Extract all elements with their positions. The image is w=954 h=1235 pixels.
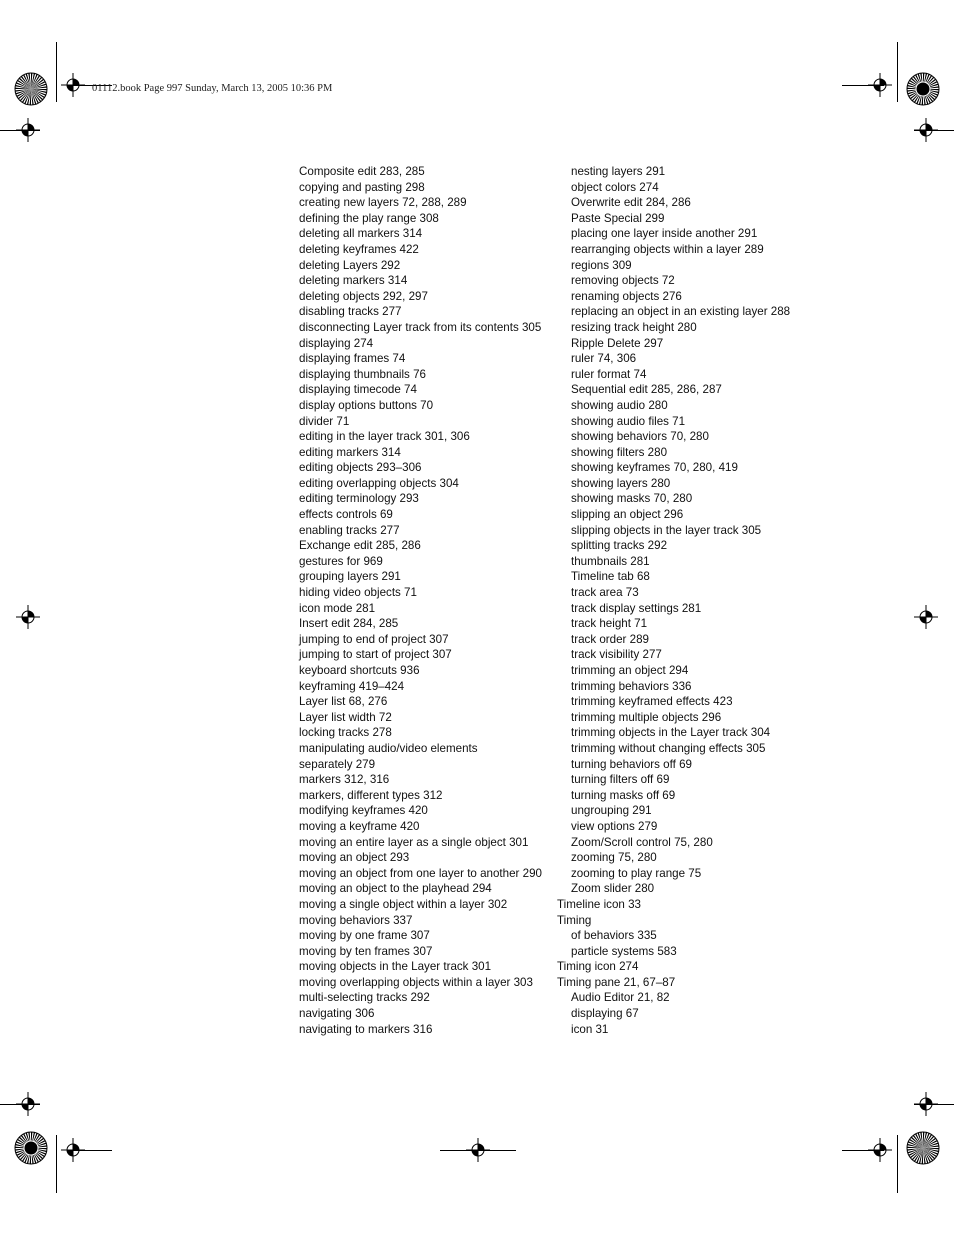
index-entry: rearranging objects within a layer 289: [571, 242, 764, 256]
index-entry: trimming behaviors 336: [571, 679, 692, 693]
index-entry: grouping layers 291: [299, 570, 401, 584]
index-entry: copying and pasting 298: [299, 180, 425, 194]
index-entry: creating new layers 72, 288, 289: [299, 196, 467, 210]
crop-mark: [440, 1150, 516, 1151]
index-entry: effects controls 69: [299, 508, 393, 522]
print-slug: 01112.book Page 997 Sunday, March 13, 2005 10:36 PM: [92, 83, 333, 94]
index-entry: showing audio files 71: [571, 414, 686, 428]
index-entry: deleting objects 292, 297: [299, 289, 428, 303]
index-entry: modifying keyframes 420: [299, 804, 428, 818]
index-entry: track order 289: [571, 632, 649, 646]
index-entry: editing markers 314: [299, 445, 401, 459]
index-entry: displaying timecode 74: [299, 383, 417, 397]
index-entry: moving overlapping objects within a layer 303: [299, 975, 533, 989]
index-entry: Timeline icon 33: [557, 897, 641, 911]
index-entry: turning masks off 69: [571, 788, 676, 802]
index-entry: disabling tracks 277: [299, 305, 402, 319]
index-entry: editing terminology 293: [299, 492, 419, 506]
index-entry: deleting Layers 292: [299, 258, 401, 272]
index-entry: manipulating audio/video elements: [299, 741, 478, 755]
index-entry: showing keyframes 70, 280, 419: [571, 461, 738, 475]
index-entry: moving an entire layer as a single object 301: [299, 835, 529, 849]
index-entry: showing layers 280: [571, 476, 671, 490]
index-entry: removing objects 72: [571, 274, 675, 288]
index-entry: Layer list width 72: [299, 710, 392, 724]
index-entry: Zoom/Scroll control 75, 280: [571, 835, 713, 849]
index-entry: editing overlapping objects 304: [299, 476, 459, 490]
index-entry: view options 279: [571, 819, 658, 833]
index-entry: splitting tracks 292: [571, 539, 668, 553]
index-entry: moving by one frame 307: [299, 929, 430, 943]
index-entry: Timeline tab 68: [571, 570, 650, 584]
registration-mark-icon: [914, 118, 938, 142]
index-entry: replacing an object in an existing layer 288: [571, 305, 791, 319]
index-entry: of behaviors 335: [571, 929, 657, 943]
starburst-target-icon: [14, 72, 48, 106]
index-entry: jumping to end of project 307: [299, 632, 449, 646]
index-entry: track area 73: [571, 586, 639, 600]
index-entry: trimming multiple objects 296: [571, 710, 722, 724]
index-entry: Timing pane 21, 67–87: [557, 975, 676, 989]
index-column-right: [557, 164, 827, 1037]
index-entry: trimming without changing effects 305: [571, 741, 766, 755]
index-entry: trimming an object 294: [571, 664, 689, 677]
index-entry: Audio Editor 21, 82: [571, 991, 670, 1005]
registration-mark-icon: [914, 1092, 938, 1116]
index-entry: keyframing 419–424: [299, 679, 405, 693]
index-entry: deleting all markers 314: [299, 227, 423, 241]
index-entry: defining the play range 308: [299, 211, 439, 225]
index-entry: Zoom slider 280: [571, 882, 655, 896]
index-entry: moving a single object within a layer 302: [299, 897, 508, 911]
starburst-target-icon: [906, 1131, 940, 1165]
index-entry: moving an object to the playhead 294: [299, 882, 492, 896]
index-column-left: [285, 164, 555, 1037]
index-entry: disconnecting Layer track from its contents 305: [299, 320, 542, 334]
index-entry: editing in the layer track 301, 306: [299, 430, 470, 444]
index-entry: showing behaviors 70, 280: [571, 430, 709, 444]
index-entry: moving behaviors 337: [299, 913, 413, 927]
index-entry: particle systems 583: [571, 944, 677, 958]
index-entry: displaying 274: [299, 336, 374, 350]
index-entry: Ripple Delete 297: [571, 336, 664, 350]
index-entry: locking tracks 278: [299, 726, 392, 740]
index-entry: icon 31: [571, 1022, 609, 1036]
index-entry: slipping objects in the layer track 305: [571, 523, 762, 537]
index-entry: zooming to play range 75: [571, 866, 702, 880]
index-entry: moving an object from one layer to another 290: [299, 866, 542, 880]
index-entry: navigating to markers 316: [299, 1022, 433, 1036]
index-entry: Paste Special 299: [571, 211, 665, 225]
index-entry: display options buttons 70: [299, 398, 434, 412]
index-entry: track visibility 277: [571, 648, 662, 662]
index-entry: Insert edit 284, 285: [299, 617, 399, 631]
index-entry: thumbnails 281: [571, 554, 650, 568]
crop-mark: [842, 1150, 884, 1151]
index-entry: icon mode 281: [299, 601, 376, 615]
index-entry: showing audio 280: [571, 398, 668, 412]
crop-mark: [842, 85, 884, 86]
index-entry: editing objects 293–306: [299, 461, 422, 475]
index-entry: showing masks 70, 280: [571, 492, 693, 506]
registration-mark-icon: [16, 1092, 40, 1116]
starburst-target-icon: [14, 1131, 48, 1165]
index-entry: object colors 274: [571, 180, 659, 194]
index-entry: turning behaviors off 69: [571, 757, 692, 771]
index-entry: turning filters off 69: [571, 773, 670, 787]
index-entry: trimming keyframed effects 423: [571, 695, 733, 709]
index-entry: slipping an object 296: [571, 508, 684, 522]
index-entry: trimming objects in the Layer track 304: [571, 726, 771, 740]
index-entry: moving by ten frames 307: [299, 944, 433, 958]
index-entry: jumping to start of project 307: [299, 648, 452, 662]
index-entry: Exchange edit 285, 286: [299, 539, 421, 553]
index-entry: moving a keyframe 420: [299, 819, 420, 833]
index-entry: ruler format 74: [571, 367, 647, 381]
index-entry: displaying thumbnails 76: [299, 367, 426, 381]
crop-mark: [56, 42, 57, 102]
index-entry: divider 71: [299, 414, 350, 428]
index-entry: renaming objects 276: [571, 289, 682, 303]
index-entry: ruler 74, 306: [571, 352, 637, 366]
index-entry: Overwrite edit 284, 286: [571, 196, 691, 210]
index-entry: markers, different types 312: [299, 788, 443, 802]
index-entry: deleting keyframes 422: [299, 242, 419, 256]
crop-mark: [897, 1135, 898, 1193]
index-entry: keyboard shortcuts 936: [299, 664, 420, 677]
registration-mark-icon: [16, 605, 40, 629]
index-entry: deleting markers 314: [299, 274, 408, 288]
index-entry: resizing track height 280: [571, 320, 697, 334]
index-entry: track display settings 281: [571, 601, 702, 615]
index-entry: placing one layer inside another 291: [571, 227, 758, 241]
index-entry: markers 312, 316: [299, 773, 390, 787]
registration-mark-icon: [16, 118, 40, 142]
index-entry: Layer list 68, 276: [299, 695, 388, 709]
index-entry: track height 71: [571, 617, 648, 631]
index-entry: multi-selecting tracks 292: [299, 991, 430, 1005]
crop-mark: [897, 42, 898, 102]
index-entry: hiding video objects 71: [299, 586, 417, 600]
index-entry: regions 309: [571, 258, 632, 272]
crop-mark: [56, 1135, 57, 1193]
crop-mark: [70, 1150, 112, 1151]
index-entry: displaying frames 74: [299, 352, 406, 366]
index-entry: navigating 306: [299, 1007, 375, 1021]
index-entry: Composite edit 283, 285: [299, 165, 425, 178]
index-entry: zooming 75, 280: [571, 851, 657, 865]
index-entry: Sequential edit 285, 286, 287: [571, 383, 722, 397]
index-entry: gestures for 969: [299, 554, 383, 568]
index-entry: moving objects in the Layer track 301: [299, 960, 492, 974]
index-entry: Timing icon 274: [557, 960, 639, 974]
registration-mark-icon: [914, 605, 938, 629]
starburst-target-icon: [906, 72, 940, 106]
index-entry: displaying 67: [571, 1007, 639, 1021]
index-entry: Timing: [557, 913, 592, 927]
index-entry: enabling tracks 277: [299, 523, 400, 537]
index-entry: ungrouping 291: [571, 804, 652, 818]
index-entry: separately 279: [299, 757, 376, 771]
index-entry: showing filters 280: [571, 445, 668, 459]
index-entry: nesting layers 291: [571, 165, 666, 178]
index-entry: moving an object 293: [299, 851, 410, 865]
